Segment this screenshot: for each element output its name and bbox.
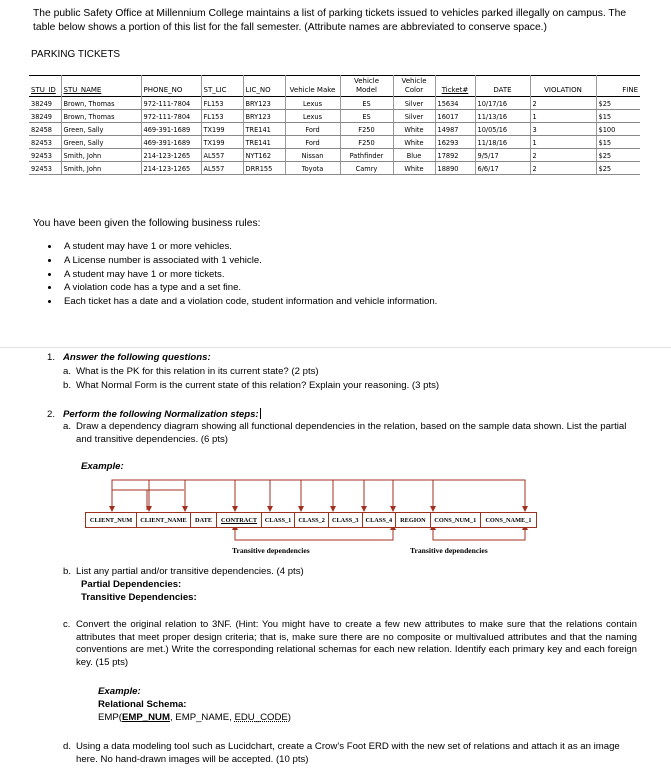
table-cell: 16293 xyxy=(435,136,475,149)
table-cell: Silver xyxy=(393,110,435,123)
table-cell: 972-111-7804 xyxy=(141,97,201,110)
table-cell: 9/5/17 xyxy=(475,149,530,162)
diagram-attribute: CLASS_2 xyxy=(295,513,329,527)
q2-c xyxy=(63,619,637,669)
table-cell: 214-123-1265 xyxy=(141,149,201,162)
example-label: Example: xyxy=(81,461,124,472)
table-cell: $25 xyxy=(596,162,640,175)
table-cell: White xyxy=(393,123,435,136)
table-cell: AL557 xyxy=(201,162,243,175)
table-row xyxy=(29,149,640,162)
table-cell: 1 xyxy=(530,136,596,149)
q1-title: Answer the following questions: xyxy=(63,352,211,363)
table-cell: Green, Sally xyxy=(61,123,141,136)
table-cell: DRR155 xyxy=(243,162,285,175)
diagram-attribute: CONTRACT xyxy=(217,513,261,527)
table-cell: 18890 xyxy=(435,162,475,175)
table-cell: 16017 xyxy=(435,110,475,123)
col-header: LIC_NO xyxy=(243,76,285,97)
table-cell: White xyxy=(393,136,435,149)
table-cell: 38249 xyxy=(29,97,61,110)
q2-d-letter: d. xyxy=(63,741,72,752)
q2-title: Perform the following Normalization steps: xyxy=(63,409,259,420)
q2-heading xyxy=(47,408,261,422)
diagram-attribute: CLIENT_NAME xyxy=(137,513,191,527)
q1-a xyxy=(63,366,319,379)
table-cell: 3 xyxy=(530,123,596,136)
example2-label: Example: xyxy=(98,686,141,697)
q1-heading xyxy=(47,352,211,365)
table-cell: TX199 xyxy=(201,136,243,149)
table-row xyxy=(29,162,640,175)
table-cell: Blue xyxy=(393,149,435,162)
table-cell: Pathfinder xyxy=(340,149,393,162)
transitive-label-left: Transitive dependencies xyxy=(232,546,310,555)
col-header: Vehicle Make xyxy=(285,76,340,97)
q2-a-text: Draw a dependency diagram showing all functional dependencies in the relation, based on the sample data shown. List the partial and transitive dependencies. (6 pts) xyxy=(76,421,627,445)
diagram-attribute: CLIENT_NUM xyxy=(86,513,137,527)
table-cell: $25 xyxy=(596,149,640,162)
col-header: FINE xyxy=(596,76,640,97)
table-cell: 972-111-7804 xyxy=(141,110,201,123)
table-cell: 2 xyxy=(530,162,596,175)
col-header: ST_LIC xyxy=(201,76,243,97)
q1-b-letter: b. xyxy=(63,380,72,391)
table-row xyxy=(29,136,640,149)
table-cell: 15634 xyxy=(435,97,475,110)
table-cell: ES xyxy=(340,110,393,123)
table-cell: Brown, Thomas xyxy=(61,97,141,110)
table-cell: Brown, Thomas xyxy=(61,110,141,123)
table-cell: White xyxy=(393,162,435,175)
schema-pk: EMP_NUM xyxy=(121,712,170,723)
q1-a-text: What is the PK for this relation in its current state? (2 pts) xyxy=(76,366,319,377)
schema-mid: , EMP_NAME, xyxy=(169,712,235,723)
schema-example xyxy=(98,712,291,723)
table-cell: TX199 xyxy=(201,123,243,136)
dependency-diagram-attributes xyxy=(85,512,537,528)
table-cell: 14987 xyxy=(435,123,475,136)
table-cell: 92453 xyxy=(29,149,61,162)
q1-b xyxy=(63,380,439,393)
table-row xyxy=(29,123,640,136)
table-cell: 469-391-1689 xyxy=(141,136,201,149)
q1-b-text: What Normal Form is the current state of this relation? Explain your reasoning. (3 pts) xyxy=(76,380,440,391)
table-cell: FL153 xyxy=(201,110,243,123)
table-cell: ES xyxy=(340,97,393,110)
col-header: DATE xyxy=(475,76,530,97)
q2-b xyxy=(63,566,304,579)
relational-schema-label: Relational Schema: xyxy=(98,699,187,710)
table-cell: NYT162 xyxy=(243,149,285,162)
table-row xyxy=(29,97,640,110)
list-item: • A violation code has a type and a set fine. xyxy=(60,281,437,295)
table-title: PARKING TICKETS xyxy=(31,49,121,60)
table-cell: 17892 xyxy=(435,149,475,162)
col-header: Ticket# xyxy=(435,76,475,97)
table-cell: FL153 xyxy=(201,97,243,110)
col-header: Vehicle Color xyxy=(393,76,435,97)
table-cell: Lexus xyxy=(285,97,340,110)
diagram-attribute: DATE xyxy=(191,513,218,527)
table-cell: 11/18/16 xyxy=(475,136,530,149)
diagram-attribute: CLASS_1 xyxy=(262,513,296,527)
transitive-dependencies-label: Transitive Dependencies: xyxy=(81,592,197,603)
transitive-line-left xyxy=(235,526,393,540)
table-cell: F250 xyxy=(340,123,393,136)
table-cell: TRE141 xyxy=(243,136,285,149)
list-item: • A License number is associated with 1 vehicle. xyxy=(60,254,437,268)
parking-tickets-table xyxy=(29,75,640,175)
table-cell: 11/13/16 xyxy=(475,110,530,123)
table-cell: Ford xyxy=(285,136,340,149)
diagram-attribute: CLASS_3 xyxy=(329,513,363,527)
table-cell: Lexus xyxy=(285,110,340,123)
table-cell: 6/6/17 xyxy=(475,162,530,175)
q2-a xyxy=(63,421,637,446)
q2-d xyxy=(63,741,637,766)
q2-a-letter: a. xyxy=(63,421,72,432)
list-item: • A student may have 1 or more tickets. xyxy=(60,268,437,282)
table-cell: 82458 xyxy=(29,123,61,136)
schema-fk: EDU_CODE xyxy=(234,712,288,723)
intro-paragraph: The public Safety Office at Millennium College maintains a list of parking tickets issued to vehicles parked illegally on campus. The table below shows a portion of this list for the fall semester. (Attribute names are abbreviated to conserve space.) xyxy=(33,8,627,33)
q2-b-text: List any partial and/or transitive dependencies. (4 pts) xyxy=(76,566,304,577)
schema-prefix: EMP( xyxy=(98,712,122,723)
list-item: • Each ticket has a date and a violation code, student information and vehicle information. xyxy=(60,295,437,309)
table-cell: BRY123 xyxy=(243,97,285,110)
table-cell: BRY123 xyxy=(243,110,285,123)
table-cell: TRE141 xyxy=(243,123,285,136)
main-dependency-line xyxy=(112,480,525,510)
partial-dependencies-label: Partial Dependencies: xyxy=(81,579,182,590)
rules-intro: You have been given the following business rules: xyxy=(33,218,261,229)
table-cell: $15 xyxy=(596,110,640,123)
business-rules-list xyxy=(46,240,437,309)
table-cell: 2 xyxy=(530,97,596,110)
page-divider xyxy=(0,347,671,348)
q2-c-letter: c. xyxy=(63,619,71,630)
table-cell: Green, Sally xyxy=(61,136,141,149)
table-cell: AL557 xyxy=(201,149,243,162)
table-cell: F250 xyxy=(340,136,393,149)
q2-c-text: Convert the original relation to 3NF. (Hint: You might have to create a few new attributes to make sure that the relations contain attributes that meet proper design criteria; that is, make sure there are no composite or multivalued attributes and that the naming conventions are met.) Write the corresponding relational schemas for each new relation. Identify each primary key and each foreign key. (15 pts) xyxy=(76,619,637,668)
q2-b-letter: b. xyxy=(63,566,72,577)
table-cell: 469-391-1689 xyxy=(141,123,201,136)
table-cell: 10/05/16 xyxy=(475,123,530,136)
table-cell: $100 xyxy=(596,123,640,136)
table-cell: 1 xyxy=(530,110,596,123)
table-cell: $15 xyxy=(596,136,640,149)
col-header: VIOLATION xyxy=(530,76,596,97)
transitive-label-right: Transitive dependencies xyxy=(410,546,488,555)
diagram-attribute: CONS_NUM_1 xyxy=(431,513,481,527)
table-cell: 38249 xyxy=(29,110,61,123)
table-cell: Camry xyxy=(340,162,393,175)
diagram-attribute: CONS_NAME_1 xyxy=(485,516,532,524)
q1-a-letter: a. xyxy=(63,366,72,377)
list-item: • A student may have 1 or more vehicles. xyxy=(60,240,437,254)
col-header: STU_ID xyxy=(31,86,56,94)
q2-number: 2. xyxy=(47,409,56,420)
q2-d-text: Using a data modeling tool such as Lucidchart, create a Crow’s Foot ERD with the new set of relations and attach it as an image here. No hand-drawn images will be accepted. (10 pts) xyxy=(76,741,620,765)
table-cell: Ford xyxy=(285,123,340,136)
schema-suffix: ) xyxy=(287,712,291,723)
table-cell: 82453 xyxy=(29,136,61,149)
table-cell: 214-123-1265 xyxy=(141,162,201,175)
col-header: STU_NAME xyxy=(61,76,141,97)
transitive-line-right xyxy=(433,526,525,540)
diagram-attribute: CLASS_4 xyxy=(363,513,397,527)
q1-number: 1. xyxy=(47,352,56,363)
table-row xyxy=(29,110,640,123)
col-header: PHONE_NO xyxy=(141,76,201,97)
table-cell: Smith, John xyxy=(61,162,141,175)
table-header-row xyxy=(29,76,640,97)
text-cursor xyxy=(260,408,261,419)
table-cell: Silver xyxy=(393,97,435,110)
table-cell: 10/17/16 xyxy=(475,97,530,110)
table-cell: Nissan xyxy=(285,149,340,162)
diagram-attribute: REGION xyxy=(396,513,431,527)
table-cell: 92453 xyxy=(29,162,61,175)
table-cell: $25 xyxy=(596,97,640,110)
table-cell: Smith, John xyxy=(61,149,141,162)
table-cell: Toyota xyxy=(285,162,340,175)
col-header: Vehicle Model xyxy=(340,76,393,97)
table-cell: 2 xyxy=(530,149,596,162)
